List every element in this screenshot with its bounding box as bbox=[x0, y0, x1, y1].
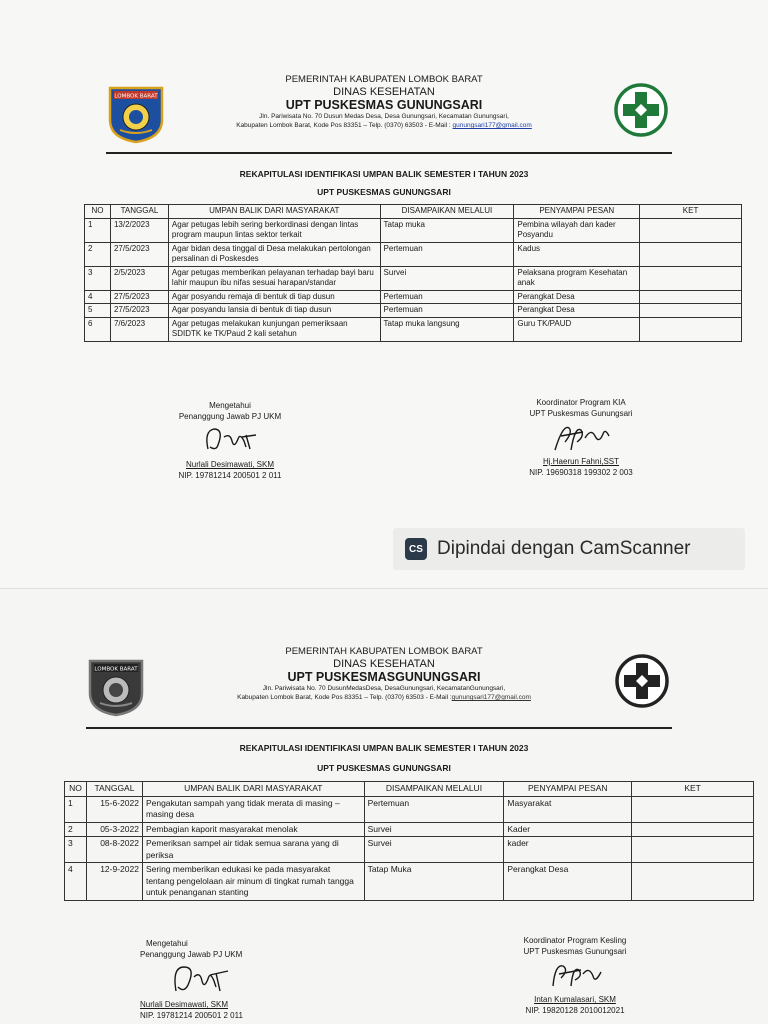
letterhead-department: DINAS KESEHATAN bbox=[333, 86, 435, 98]
letterhead-divider bbox=[86, 727, 672, 729]
table-cell: Pertemuan bbox=[380, 290, 514, 304]
column-header: TANGGAL bbox=[86, 782, 142, 797]
table-cell: 5 bbox=[85, 304, 111, 318]
signer-name-right: Hj.Haerun Fahni,SST bbox=[542, 457, 620, 466]
table-cell: Pemeriksan sampel air tidak semua sarana yang di periksa bbox=[142, 837, 364, 863]
table-cell: 3 bbox=[85, 266, 111, 290]
letterhead-government: PEMERINTAH KABUPATEN LOMBOK BARAT bbox=[285, 74, 483, 85]
table-cell: Pengakutan sampah yang tidak merata di masing – masing desa bbox=[142, 796, 364, 822]
table-cell: Survei bbox=[364, 837, 504, 863]
table-cell: 27/5/2023 bbox=[110, 242, 168, 266]
svg-text:LOMBOK BARAT: LOMBOK BARAT bbox=[94, 666, 138, 673]
kemenkes-cross-logo-icon bbox=[614, 653, 670, 709]
signer-nip-left: NIP. 19781214 200501 2 011 bbox=[178, 471, 282, 480]
table-row bbox=[65, 822, 754, 837]
table-cell: Survei bbox=[380, 266, 514, 290]
svg-text:LOMBOK BARAT: LOMBOK BARAT bbox=[114, 93, 158, 100]
letterhead-department: DINAS KESEHATAN bbox=[333, 658, 435, 670]
table-row bbox=[85, 242, 742, 266]
table-row bbox=[85, 218, 742, 242]
table-cell: Pertemuan bbox=[380, 304, 514, 318]
kemenkes-cross-logo-icon bbox=[613, 82, 669, 138]
signature-scribble-icon bbox=[535, 958, 615, 992]
signer-name-left: Nurlali Desimawati, SKM bbox=[140, 1000, 229, 1009]
table-row bbox=[65, 863, 754, 901]
table-cell bbox=[640, 218, 742, 242]
letterhead-divider bbox=[106, 152, 672, 154]
table-cell bbox=[632, 822, 754, 837]
column-header: KET bbox=[632, 782, 754, 797]
signature-scribble-icon bbox=[541, 420, 621, 454]
table-cell: Tatap muka langsung bbox=[380, 317, 514, 341]
table-cell bbox=[640, 266, 742, 290]
column-header: PENYAMPAI PESAN bbox=[514, 205, 640, 219]
letterhead-contact: Kabupaten Lombok Barat, Kode Pos 83351 – Telp. (0370) 63503 - E-Mail :gunungsari177@gmail.com bbox=[237, 694, 531, 701]
table-cell: kader bbox=[504, 837, 632, 863]
signature-block-right: Koordinator Program Kesling UPT Puskesmas Gunungsari Intan Kumalasari, SKM NIP. 19820128 2010012021 bbox=[500, 935, 650, 1016]
table-cell: Guru TK/PAUD bbox=[514, 317, 640, 341]
table-cell: Tatap Muka bbox=[364, 863, 504, 901]
table-cell: 27/5/2023 bbox=[110, 290, 168, 304]
signer-nip-right: NIP. 19820128 2010012021 bbox=[525, 1006, 625, 1015]
table-cell: 13/2/2023 bbox=[110, 218, 168, 242]
letterhead-contact: Kabupaten Lombok Barat, Kode Pos 83351 – Telp. (0370) 63503 - E-Mail : gunungsari177@gmail.com bbox=[236, 122, 532, 129]
column-header: UMPAN BALIK DARI MASYARAKAT bbox=[142, 782, 364, 797]
signer-nip-left: NIP. 19781214 200501 2 011 bbox=[140, 1011, 243, 1020]
table-cell: Pelaksana program Kesehatan anak bbox=[514, 266, 640, 290]
table-cell bbox=[640, 290, 742, 304]
table-cell: Agar posyandu remaja di bentuk di tiap dusun bbox=[168, 290, 380, 304]
report-title: REKAPITULASI IDENTIFIKASI UMPAN BALIK SEMESTER I TAHUN 2023 bbox=[239, 169, 529, 179]
table-cell: Pertemuan bbox=[380, 242, 514, 266]
table-cell: 05-3-2022 bbox=[86, 822, 142, 837]
signature-scribble-icon bbox=[190, 423, 270, 457]
table-cell bbox=[640, 304, 742, 318]
table-cell: 7/6/2023 bbox=[110, 317, 168, 341]
table-cell: Agar petugas melakukan kunjungan pemeriksaan SDIDTK ke TK/Paud 2 kali setahun bbox=[168, 317, 380, 341]
camscanner-logo-icon: CS bbox=[405, 538, 427, 560]
table-cell: 27/5/2023 bbox=[110, 304, 168, 318]
table-cell bbox=[632, 796, 754, 822]
letterhead-institution: UPT PUSKESMASGUNUNGSARI bbox=[287, 670, 481, 684]
table-cell: 15-6-2022 bbox=[86, 796, 142, 822]
signature-block-left: Mengetahui Penanggung Jawab PJ UKM Nurlali Desimawati, SKM NIP. 19781214 200501 2 011 bbox=[135, 400, 325, 481]
table-row bbox=[65, 796, 754, 822]
table-cell: 2 bbox=[85, 242, 111, 266]
column-header: NO bbox=[85, 205, 111, 219]
table-header-row bbox=[65, 782, 754, 797]
table-cell: Agar posyandu lansia di bentuk di tiap dusun bbox=[168, 304, 380, 318]
letterhead-address: Jln. Pariwisata No. 70 DusunMedasDesa, DesaGunungsari, KecamatanGunungsari, bbox=[262, 685, 506, 692]
signature-scribble-icon bbox=[160, 961, 240, 997]
scanned-page-2 bbox=[0, 588, 768, 1024]
table-cell: Kadus bbox=[514, 242, 640, 266]
table-cell: Survei bbox=[364, 822, 504, 837]
table-row bbox=[85, 266, 742, 290]
table-cell: 4 bbox=[65, 863, 87, 901]
camscanner-text: Dipindai dengan CamScanner bbox=[437, 538, 691, 559]
table-cell: 2 bbox=[65, 822, 87, 837]
table-cell: Tatap muka bbox=[380, 218, 514, 242]
table-cell: Perangkat Desa bbox=[514, 304, 640, 318]
table-cell: Sering memberikan edukasi ke pada masyarakat tentang pengelolaan air minum di tingkat rumah tangga untuk penanganan stanting bbox=[142, 863, 364, 901]
column-header: DISAMPAIKAN MELALUI bbox=[364, 782, 504, 797]
letterhead-government: PEMERINTAH KABUPATEN LOMBOK BARAT bbox=[285, 646, 483, 657]
signer-name-right: Intan Kumalasari, SKM bbox=[534, 995, 616, 1004]
table-cell: Perangkat Desa bbox=[514, 290, 640, 304]
table-cell bbox=[640, 317, 742, 341]
table-cell bbox=[632, 837, 754, 863]
table-row bbox=[65, 837, 754, 863]
column-header: TANGGAL bbox=[110, 205, 168, 219]
table-cell: Masyarakat bbox=[504, 796, 632, 822]
signer-name-left: Nurlali Desimawati, SKM bbox=[185, 460, 275, 469]
table-cell: Agar petugas lebih sering berkordinasi dengan lintas program maupun lintas sektor terkait bbox=[168, 218, 380, 242]
table-cell: Pembagian kaporit masyarakat menolak bbox=[142, 822, 364, 837]
table-cell: 1 bbox=[85, 218, 111, 242]
report-subtitle: UPT PUSKESMAS GUNUNGSARI bbox=[317, 763, 451, 773]
table-cell bbox=[632, 863, 754, 901]
table-header-row bbox=[85, 205, 742, 219]
signature-block-right: Koordinator Program KIA UPT Puskesmas Gunungsari Hj.Haerun Fahni,SST NIP. 19690318 199302 2 003 bbox=[486, 397, 676, 478]
report-title: REKAPITULASI IDENTIFIKASI UMPAN BALIK SEMESTER I TAHUN 2023 bbox=[239, 743, 529, 753]
email-link[interactable]: gunungsari177@gmail.com bbox=[452, 122, 532, 129]
feedback-table bbox=[84, 204, 742, 342]
signature-block-left: Mengetahui Penanggung Jawab PJ UKM Nurlali Desimawati, SKM NIP. 19781214 200501 2 011 bbox=[140, 938, 270, 1021]
email-link[interactable]: gunungsari177@gmail.com bbox=[451, 694, 531, 701]
table-cell: Kader bbox=[504, 822, 632, 837]
letterhead-address: Jln. Pariwisata No. 70 Dusun Medas Desa, Desa Gunungsari, Kecamatan Gunungsari, bbox=[259, 113, 509, 120]
table-row bbox=[85, 304, 742, 318]
column-header: DISAMPAIKAN MELALUI bbox=[380, 205, 514, 219]
column-header: PENYAMPAI PESAN bbox=[504, 782, 632, 797]
table-cell: Agar petugas memberikan pelayanan terhadap bayi baru lahir maupun ibu nifas sesuai harapan/standar bbox=[168, 266, 380, 290]
table-cell: Pembina wilayah dan kader Posyandu bbox=[514, 218, 640, 242]
letterhead-institution: UPT PUSKESMAS GUNUNGSARI bbox=[285, 98, 483, 112]
column-header: KET bbox=[640, 205, 742, 219]
table-cell: 6 bbox=[85, 317, 111, 341]
table-cell: 2/5/2023 bbox=[110, 266, 168, 290]
table-cell: Perangkat Desa bbox=[504, 863, 632, 901]
table-cell: Agar bidan desa tinggal di Desa melakukan pertolongan persalinan di Poskesdes bbox=[168, 242, 380, 266]
table-cell: Pertemuan bbox=[364, 796, 504, 822]
table-row bbox=[85, 290, 742, 304]
table-cell bbox=[640, 242, 742, 266]
feedback-table bbox=[64, 781, 754, 901]
table-cell: 4 bbox=[85, 290, 111, 304]
report-subtitle: UPT PUSKESMAS GUNUNGSARI bbox=[317, 187, 451, 197]
table-cell: 3 bbox=[65, 837, 87, 863]
table-cell: 1 bbox=[65, 796, 87, 822]
table-row bbox=[85, 317, 742, 341]
table-cell: 08-8-2022 bbox=[86, 837, 142, 863]
signer-nip-right: NIP. 19690318 199302 2 003 bbox=[529, 468, 633, 477]
column-header: UMPAN BALIK DARI MASYARAKAT bbox=[168, 205, 380, 219]
table-cell: 12-9-2022 bbox=[86, 863, 142, 901]
column-header: NO bbox=[65, 782, 87, 797]
camscanner-watermark bbox=[393, 528, 745, 570]
